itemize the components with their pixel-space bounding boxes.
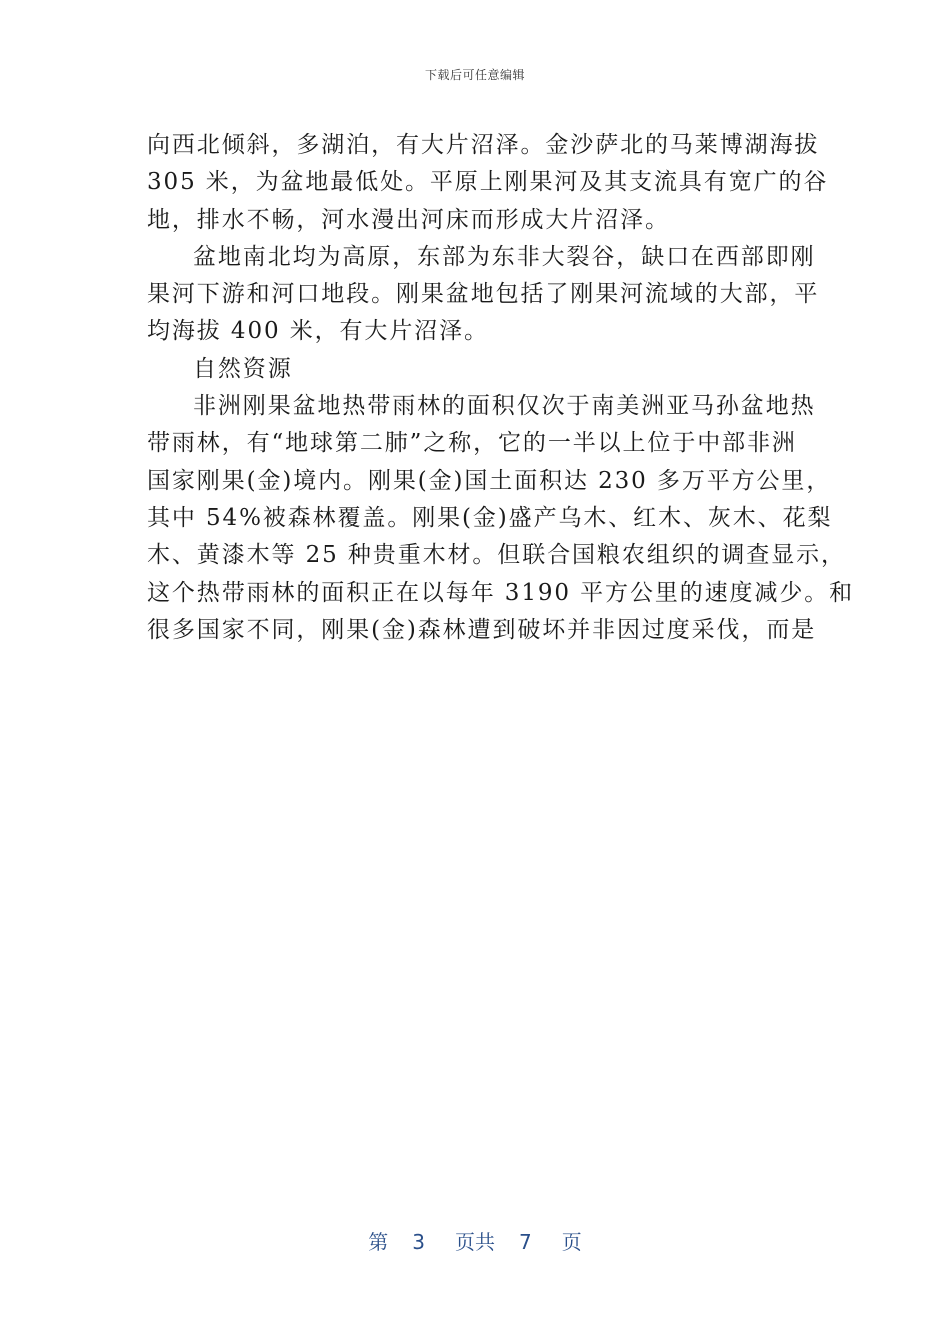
document-body (147, 127, 855, 649)
text-line: 这个热带雨林的面积正在以每年 3190 平方公里的速度减少。和 (147, 579, 855, 606)
total-page-number: 7 (519, 1230, 532, 1254)
text-line: 木、黄漆木等 25 种贵重木材。但联合国粮农组织的调查显示， (147, 542, 846, 569)
current-page-number: 3 (412, 1230, 425, 1254)
section-heading: 自然资源 (193, 355, 293, 382)
text-line: 带雨林，有“地球第二肺”之称，它的一半以上位于中部非洲 (147, 430, 797, 457)
text-line: 很多国家不同，刚果(金)森林遭到破坏并非因过度采伐，而是 (147, 616, 817, 643)
text-line: 地，排水不畅，河水漫出河床而形成大片沼泽。 (147, 206, 670, 233)
text-line: 向西北倾斜，多湖泊，有大片沼泽。金沙萨北的马莱博湖海拔 (147, 132, 820, 158)
text-line: 盆地南北均为高原，东部为东非大裂谷，缺口在西部即刚 (193, 243, 816, 270)
footer-suffix: 页 (561, 1230, 582, 1254)
text-line: 305 米，为盆地最低处。平原上刚果河及其支流具有宽广的谷 (147, 169, 829, 196)
text-line: 国家刚果(金)境内。刚果(金)国土面积达 230 多万平方公里， (147, 467, 832, 494)
page-header: 下载后可任意编辑 (424, 68, 525, 82)
text-line: 果河下游和河口地段。刚果盆地包括了刚果河流域的大部，平 (147, 281, 820, 308)
footer-middle: 页共 (455, 1230, 495, 1254)
text-line: 非洲刚果盆地热带雨林的面积仅次于南美洲亚马孙盆地热 (193, 393, 816, 420)
page-footer (0, 1226, 950, 1255)
text-line: 均海拔 400 米，有大片沼泽。 (147, 318, 489, 345)
text-line: 其中 54%被森林覆盖。刚果(金)盛产乌木、红木、灰木、花梨 (147, 504, 833, 531)
footer-prefix: 第 (368, 1230, 389, 1254)
